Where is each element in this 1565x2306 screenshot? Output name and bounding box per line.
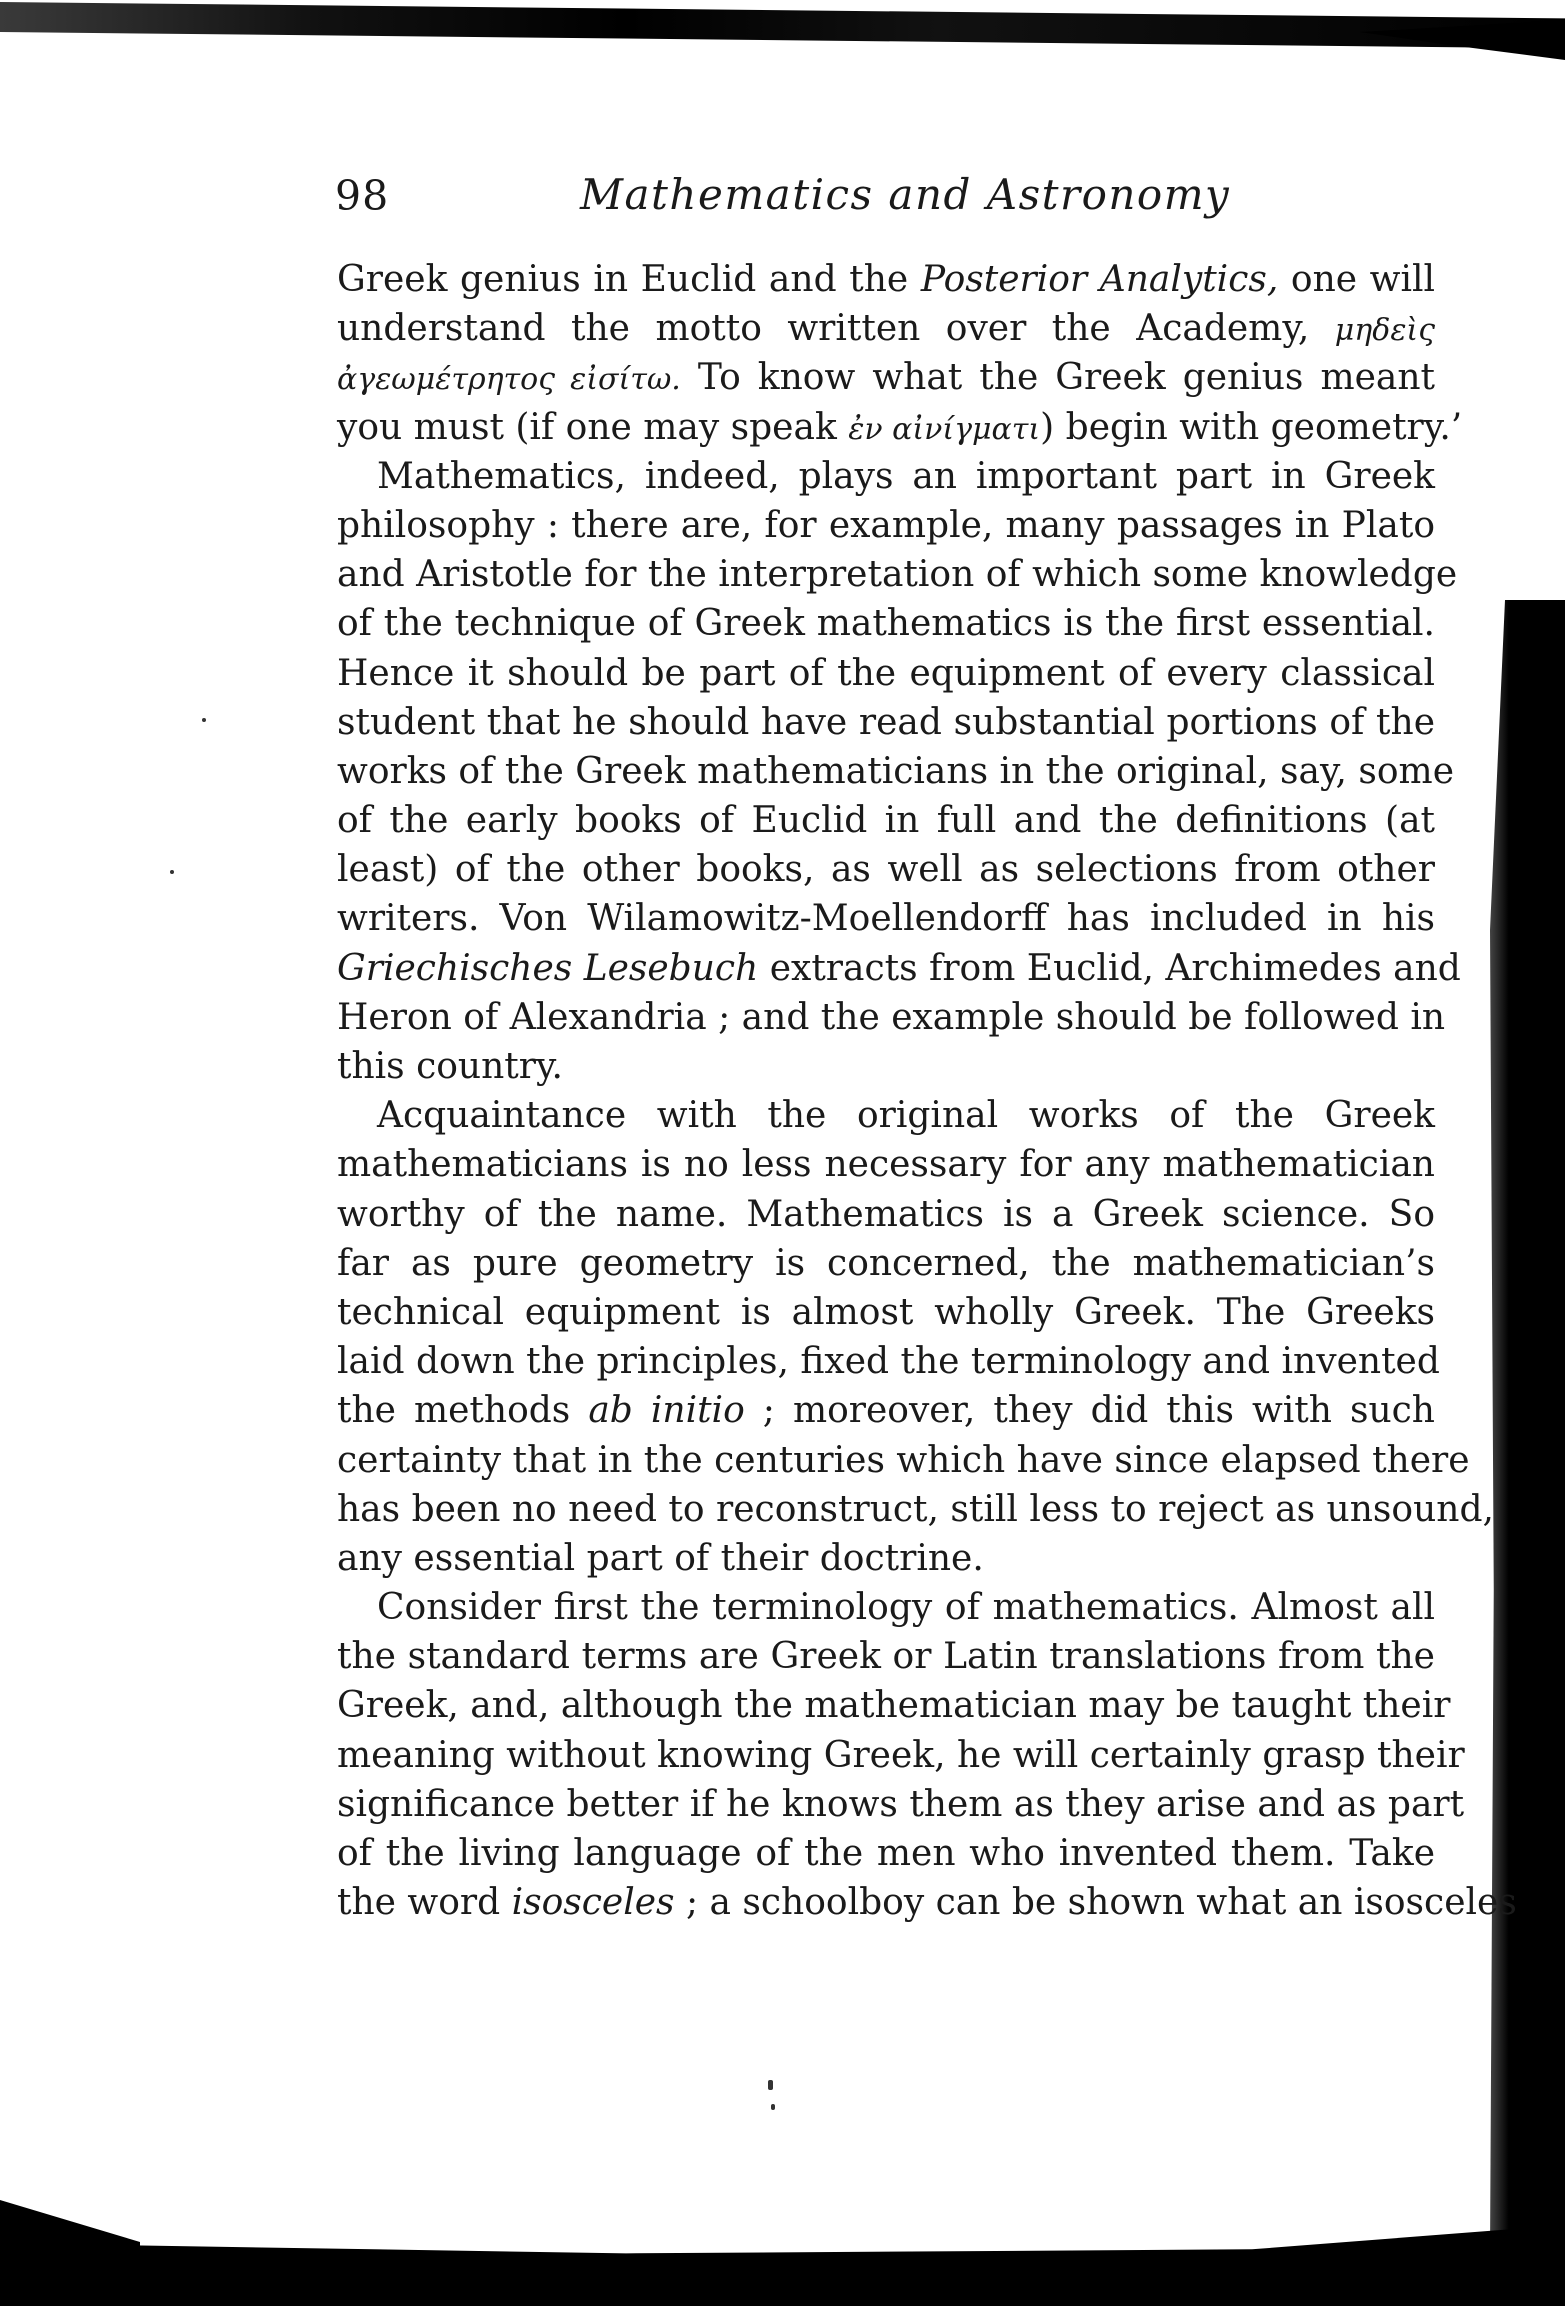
text-line <box>337 1239 1435 1288</box>
text-segment: this country. <box>337 1046 563 1087</box>
text-line <box>337 452 1435 501</box>
text-line <box>337 1583 1435 1632</box>
text-segment: Mathematics, indeed, plays an important part in Greek <box>377 455 1435 497</box>
body-text <box>337 255 1517 1927</box>
text-line <box>337 1780 1465 1829</box>
text-line <box>337 747 1455 796</box>
greek-text: μηδεὶς <box>1334 313 1435 349</box>
text-segment: ; moreover, they did this with such <box>744 1390 1435 1432</box>
italic-text: Griechisches Lesebuch <box>337 947 759 989</box>
greek-text: ἀγεωμέτρητος εἰσίτω. <box>337 362 681 398</box>
greek-text: ἐν αἰνίγματι <box>848 411 1041 447</box>
scan-shadow-bar <box>0 2 1565 48</box>
text-line <box>337 1337 1440 1386</box>
scan-border-bottom <box>0 2180 1565 2306</box>
text-segment: the word <box>337 1882 512 1924</box>
text-line <box>337 993 1446 1042</box>
text-line <box>337 1829 1435 1878</box>
text-segment: far as pure geometry is concerned, the mathematician’s <box>337 1242 1435 1284</box>
text-segment: Consider first the terminology of mathematics. Almost all <box>377 1587 1435 1629</box>
text-segment: has been no need to reconstruct, still less to reject as unsound, <box>337 1488 1494 1530</box>
italic-text: isosceles <box>511 1882 675 1924</box>
text-segment: Acquaintance with the original works of the Greek <box>377 1095 1435 1137</box>
text-line <box>337 1534 1435 1583</box>
text-segment: Hence it should be part of the equipment of every classical <box>337 652 1435 694</box>
text-segment: of the living language of the men who invented them. Take <box>337 1833 1435 1874</box>
text-line <box>337 1681 1451 1730</box>
text-line <box>337 1731 1465 1780</box>
text-line <box>337 1140 1435 1189</box>
text-segment: and Aristotle for the interpretation of which some knowledge <box>337 554 1458 596</box>
text-segment: To know what the Greek genius meant <box>680 357 1435 399</box>
text-segment: writers. Von Wilamowitz-Moellendorff has included in his <box>337 898 1435 940</box>
text-segment: mathematicians is no less necessary for any mathematician <box>337 1144 1435 1186</box>
text-segment: student that he should have read substantial portions of the <box>337 701 1435 743</box>
scan-border-top <box>0 0 1565 70</box>
text-segment: Greek, and, although the mathematician may be taught their <box>337 1685 1451 1727</box>
text-line <box>337 1091 1435 1140</box>
text-segment: understand the motto written over the Academy, <box>337 308 1335 350</box>
text-line <box>337 403 1463 452</box>
text-line <box>337 255 1435 304</box>
text-line <box>337 353 1435 402</box>
text-segment: certainty that in the centuries which have since elapsed there <box>337 1439 1470 1481</box>
text-line <box>337 894 1435 943</box>
running-title: Mathematics and Astronomy <box>580 170 1231 219</box>
page-header <box>335 160 1435 230</box>
text-line <box>337 1386 1435 1435</box>
text-segment: meaning without knowing Greek, he will certainly grasp their <box>337 1734 1465 1776</box>
text-segment: technical equipment is almost wholly Greek. The Greeks <box>337 1291 1435 1333</box>
text-line <box>337 501 1435 550</box>
scan-border-right <box>1490 600 1565 2250</box>
text-segment: the methods <box>337 1390 589 1432</box>
text-segment: the standard terms are Greek or Latin translations from the <box>337 1636 1435 1678</box>
text-segment: you must (if one may speak <box>337 406 849 448</box>
text-line <box>337 796 1435 845</box>
scan-speck <box>768 2080 773 2090</box>
text-line <box>337 1878 1517 1927</box>
page-number: 98 <box>335 172 390 220</box>
text-segment: Heron of Alexandria ; and the example should be followed in <box>337 996 1446 1038</box>
text-segment: of the technique of Greek mathematics is the first essential. <box>337 603 1435 645</box>
scan-speck <box>771 2104 775 2110</box>
text-line <box>337 944 1461 993</box>
italic-text: Posterior Analytics, <box>920 259 1279 300</box>
text-segment: one will <box>1278 259 1436 300</box>
text-segment: worthy of the name. Mathematics is a Greek science. So <box>337 1193 1435 1235</box>
text-segment: least) of the other books, as well as selections from other <box>337 849 1435 891</box>
text-line <box>337 845 1435 894</box>
text-line <box>337 599 1435 648</box>
text-segment: of the early books of Euclid in full and the definitions (at <box>337 800 1435 842</box>
text-line <box>337 1042 1435 1091</box>
text-segment: philosophy : there are, for example, many passages in Plato <box>337 504 1435 546</box>
text-line <box>337 1436 1470 1485</box>
text-line <box>337 1632 1435 1681</box>
text-line <box>337 304 1435 353</box>
text-line <box>337 649 1435 698</box>
text-segment: works of the Greek mathematicians in the original, say, some <box>337 750 1455 792</box>
italic-text: ab initio <box>588 1390 745 1432</box>
text-segment: laid down the principles, fixed the terminology and invented <box>337 1341 1440 1383</box>
text-segment: significance better if he knows them as they arise and as part <box>337 1783 1465 1825</box>
scan-shadow-bar-bottom <box>0 2225 1565 2306</box>
text-segment: ; a schoolboy can be shown what an isosceles <box>674 1882 1517 1924</box>
text-line <box>337 1190 1435 1239</box>
text-segment: extracts from Euclid, Archimedes and <box>758 947 1461 989</box>
scan-speck <box>202 718 206 722</box>
text-line <box>337 698 1435 747</box>
text-segment: Greek genius in Euclid and the <box>337 259 921 300</box>
text-line <box>337 550 1458 599</box>
text-segment: any essential part of their doctrine. <box>337 1537 984 1579</box>
text-line <box>337 1485 1494 1534</box>
text-line <box>337 1288 1435 1337</box>
text-segment: ) begin with geometry.’ <box>1040 406 1463 448</box>
scan-speck <box>170 870 174 874</box>
